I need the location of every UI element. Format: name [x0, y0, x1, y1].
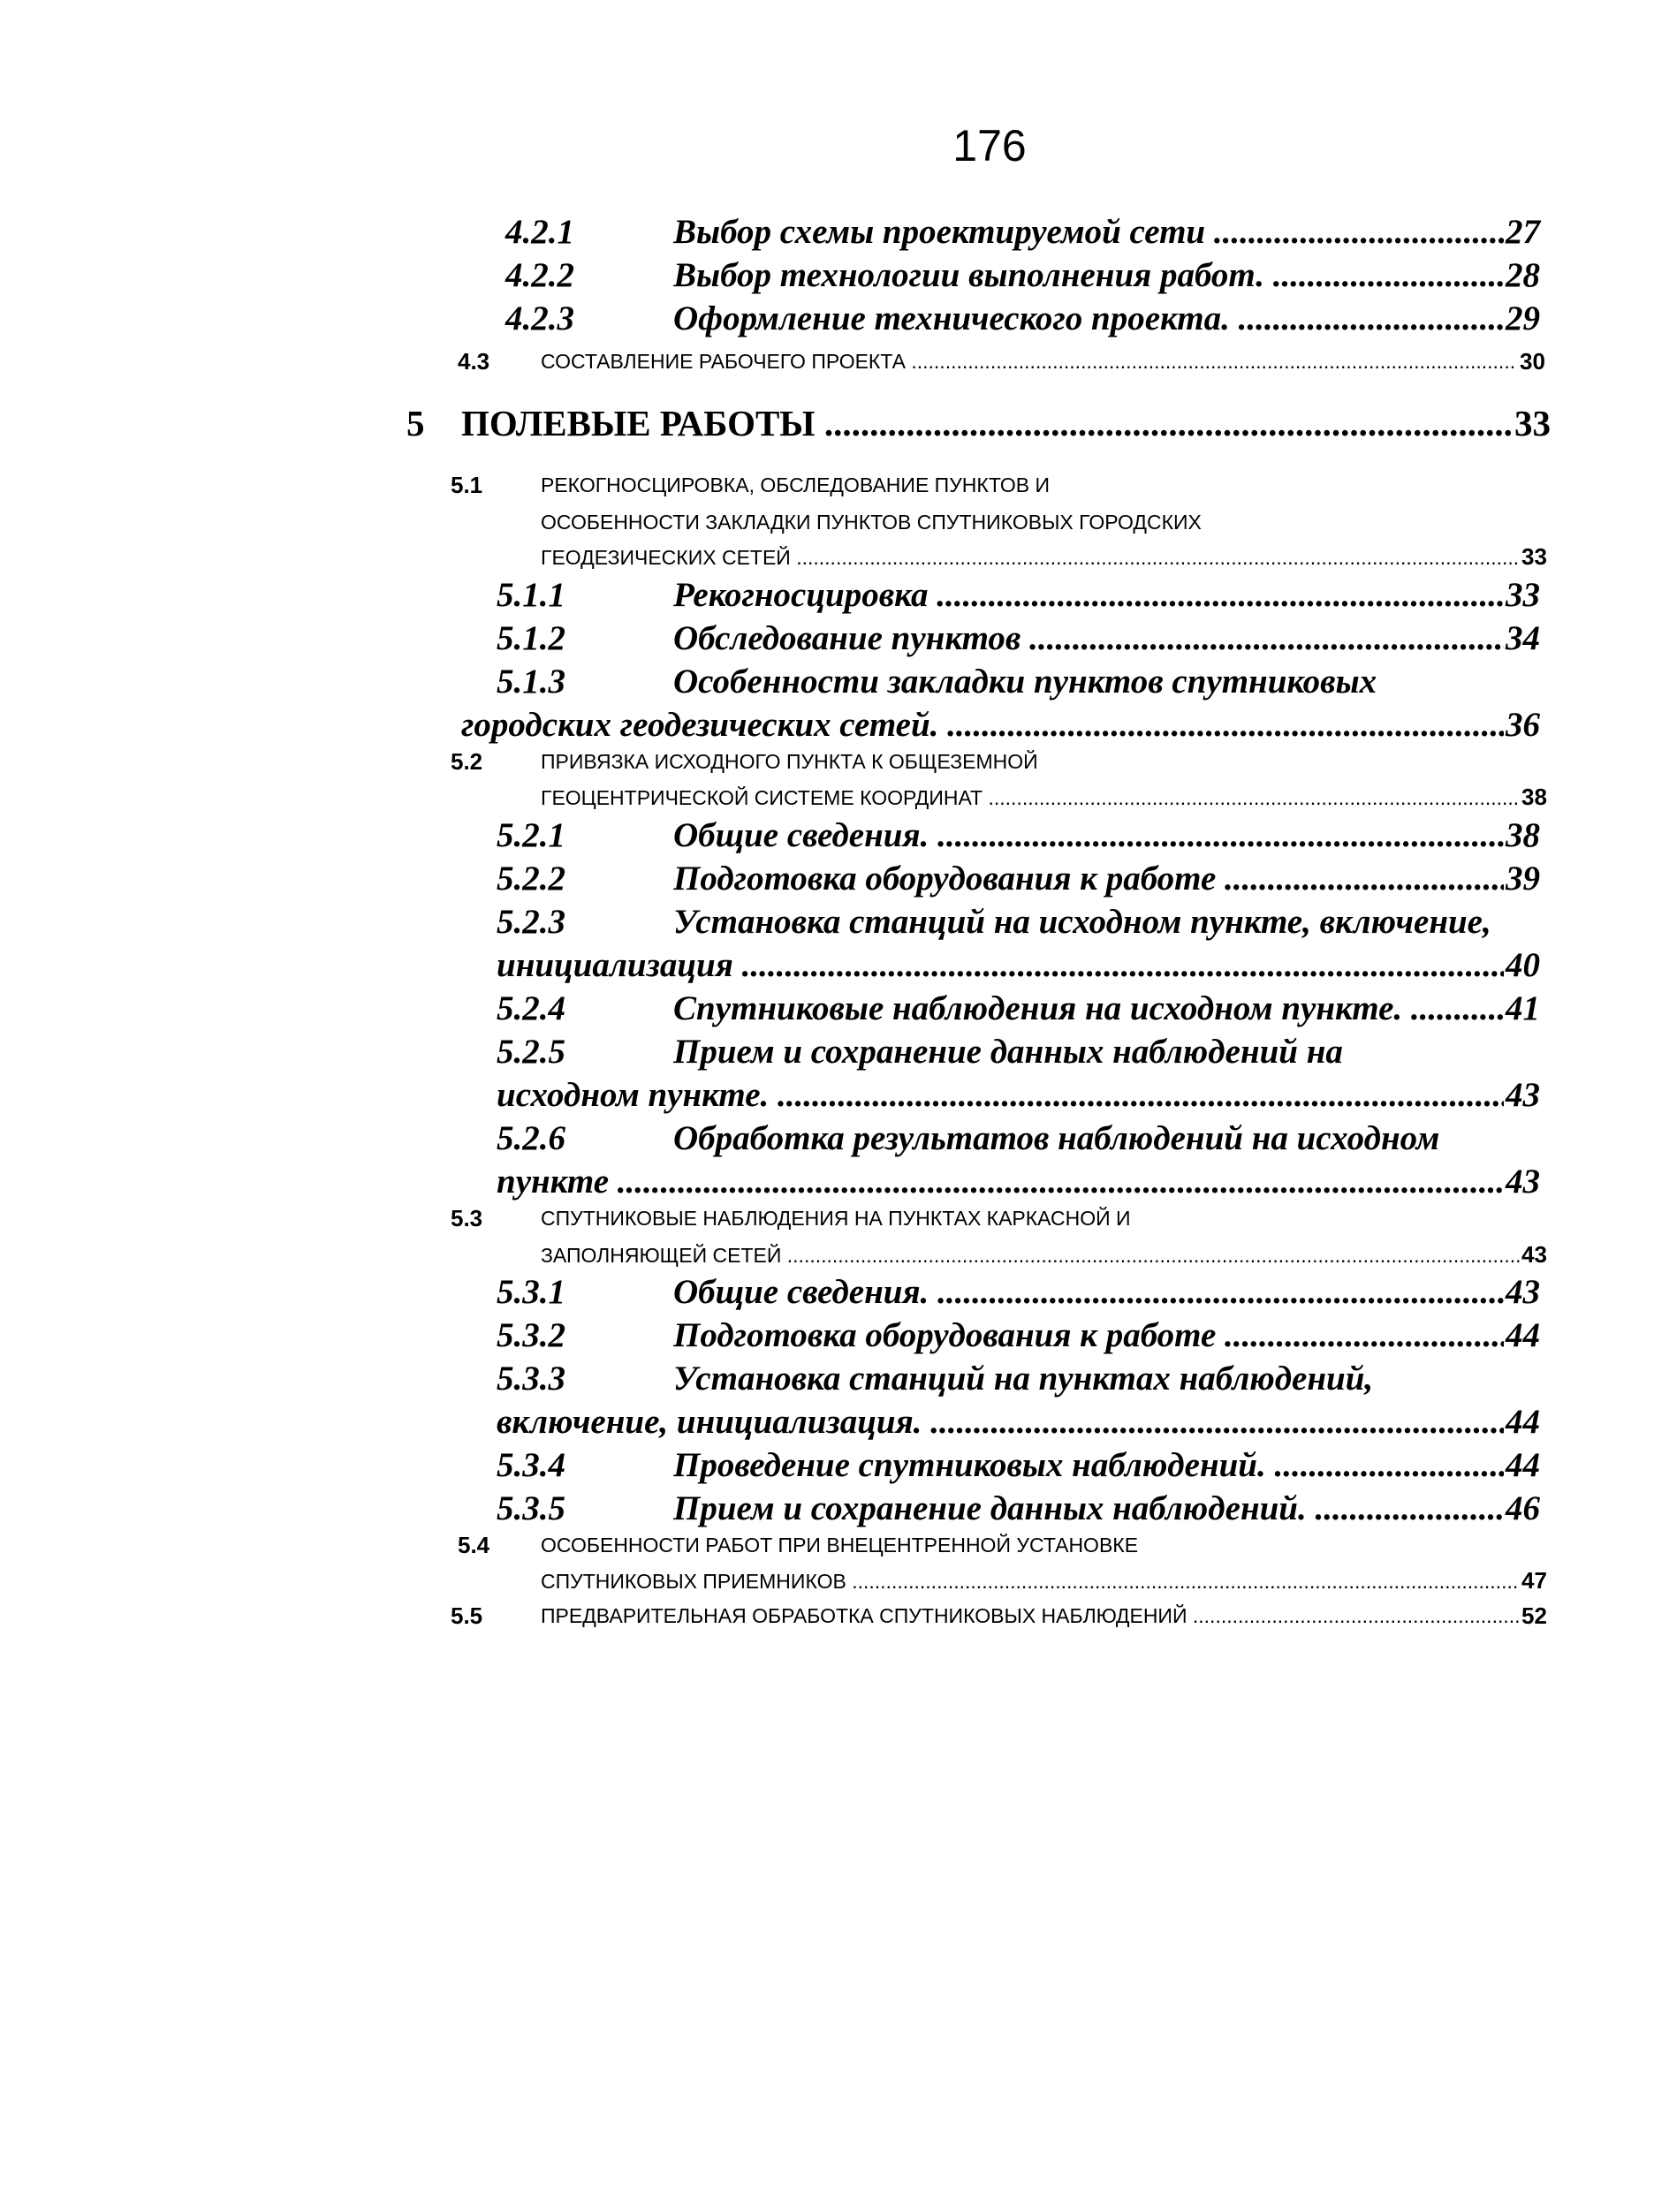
toc-page: 28	[1506, 256, 1540, 294]
toc-title: Выбор схемы проектируемой сети .....	[673, 212, 1504, 252]
toc-title-line2: ГЕОЦЕНТРИЧЕСКОЙ СИСТЕМЕ КООРДИНАТ .....	[541, 786, 1520, 810]
chapter-number: 5	[406, 403, 425, 443]
toc-number: 5.3.2	[497, 1316, 565, 1354]
toc-title: СОСТАВЛЕНИЕ РАБОЧЕГО ПРОЕКТА .....	[541, 350, 1516, 374]
toc-number: 5.2.6	[497, 1119, 565, 1157]
toc-title: Проведение спутниковых наблюдений. .....	[673, 1445, 1504, 1485]
toc-title: Обследование пунктов .....	[673, 618, 1504, 658]
toc-title-line2: СПУТНИКОВЫХ ПРИЕМНИКОВ .....	[541, 1570, 1520, 1594]
toc-number: 5.2.5	[497, 1033, 565, 1071]
toc-number: 5.3.1	[497, 1273, 565, 1311]
toc-number: 5.3.5	[497, 1489, 565, 1527]
toc-number: 5.3.4	[497, 1446, 565, 1484]
toc-title-line1: ОСОБЕННОСТИ РАБОТ ПРИ ВНЕЦЕНТРЕННОЙ УСТАНОВКЕ	[541, 1534, 1139, 1557]
toc-title: Прием и сохранение данных наблюдений. .....	[673, 1489, 1504, 1528]
toc-title-line2: ЗАПОЛНЯЮЩЕЙ СЕТЕЙ .....	[541, 1244, 1520, 1268]
toc-page: 34	[1506, 619, 1540, 657]
toc-title-line2: городских геодезических сетей. .....	[461, 705, 1504, 745]
toc-title: Оформление технического проекта. .....	[673, 299, 1504, 338]
toc-page: 40	[1506, 946, 1540, 984]
toc-page: 33	[1506, 576, 1540, 614]
toc-number: 5.1.3	[497, 663, 565, 701]
toc-title-line2: инициализация .....	[497, 945, 1504, 985]
toc-title-line1: Установка станций на исходном пункте, включение,	[673, 903, 1491, 941]
toc-title-line2: ОСОБЕННОСТИ ЗАКЛАДКИ ПУНКТОВ СПУТНИКОВЫХ ГОРОДСКИХ	[541, 511, 1202, 534]
page-number: 176	[952, 121, 1027, 170]
toc-title-line2: пункте .....	[497, 1162, 1504, 1201]
toc-number: 5.2.3	[497, 903, 565, 941]
toc-page: 44	[1506, 1403, 1540, 1441]
toc-number: 5.2.4	[497, 989, 565, 1027]
toc-page: 43	[1521, 1241, 1547, 1268]
toc-number: 5.5	[451, 1602, 483, 1629]
toc-page: 30	[1520, 348, 1545, 375]
toc-page: 38	[1521, 784, 1547, 810]
toc-title: Общие сведения. .....	[673, 1272, 1504, 1312]
toc-number: 5.2	[451, 748, 483, 775]
toc-title-line1: СПУТНИКОВЫЕ НАБЛЮДЕНИЯ НА ПУНКТАХ КАРКАСНОЙ И	[541, 1207, 1131, 1230]
toc-title-line1: Прием и сохранение данных наблюдений на	[673, 1033, 1343, 1071]
toc-number: 5.1.2	[497, 619, 565, 657]
toc-page: 43	[1506, 1163, 1540, 1201]
toc-page: 33	[1521, 543, 1547, 570]
chapter-page: 33	[1514, 403, 1551, 443]
toc-number: 5.3.3	[497, 1360, 565, 1398]
toc-page: 46	[1506, 1489, 1540, 1527]
toc-title-line2: исходном пункте. .....	[497, 1075, 1504, 1115]
toc-title-line1: Установка станций на пунктах наблюдений,	[673, 1360, 1374, 1398]
toc-title-line1: Особенности закладки пунктов спутниковых	[673, 663, 1377, 701]
toc-number: 5.2.1	[497, 816, 565, 854]
toc-page: 36	[1506, 706, 1540, 744]
toc-number: 5.4	[458, 1532, 490, 1558]
toc-title-line1: РЕКОГНОСЦИРОВКА, ОБСЛЕДОВАНИЕ ПУНКТОВ И	[541, 473, 1050, 496]
toc-page: 38	[1506, 816, 1540, 854]
toc-title: Спутниковые наблюдения на исходном пункте. .....	[673, 989, 1504, 1028]
toc-page: 43	[1506, 1273, 1540, 1311]
toc-number: 5.2.2	[497, 860, 565, 898]
toc-page: 43	[1506, 1076, 1540, 1114]
toc-number: 5.3	[451, 1205, 483, 1231]
toc-page: 41	[1506, 989, 1540, 1027]
toc-page: 39	[1506, 860, 1540, 898]
toc-page: 27	[1506, 213, 1540, 251]
toc-page: 44	[1506, 1316, 1540, 1354]
toc-number: 4.2.3	[505, 299, 574, 337]
toc-title: Подготовка оборудования к работе .....	[673, 1315, 1504, 1355]
toc-page: 44	[1506, 1446, 1540, 1484]
toc-number: 4.3	[458, 348, 490, 375]
toc-title-line2: включение, инициализация. .....	[497, 1402, 1504, 1442]
toc-title-line1: Обработка результатов наблюдений на исходном	[673, 1119, 1440, 1157]
toc-number: 4.2.1	[505, 213, 574, 251]
toc-page: 52	[1521, 1602, 1547, 1629]
toc-number: 5.1.1	[497, 576, 565, 614]
toc-number: 4.2.2	[505, 256, 574, 294]
toc-page: 29	[1506, 299, 1540, 337]
toc-title-line1: ПРИВЯЗКА ИСХОДНОГО ПУНКТА К ОБЩЕЗЕМНОЙ	[541, 750, 1038, 773]
toc-title-line3: ГЕОДЕЗИЧЕСКИХ СЕТЕЙ .....	[541, 546, 1520, 570]
toc-title: Общие сведения. .....	[673, 815, 1504, 855]
chapter-title: ПОЛЕВЫЕ РАБОТЫ .....	[461, 402, 1513, 444]
toc-title: Выбор технологии выполнения работ. .....	[673, 255, 1504, 295]
toc-title: ПРЕДВАРИТЕЛЬНАЯ ОБРАБОТКА СПУТНИКОВЫХ НАБЛЮДЕНИЙ .....	[541, 1604, 1520, 1628]
toc-title: Рекогносцировка .....	[673, 575, 1504, 615]
toc-number: 5.1	[451, 472, 483, 498]
toc-title: Подготовка оборудования к работе .....	[673, 859, 1504, 898]
toc-page: 47	[1521, 1567, 1547, 1594]
